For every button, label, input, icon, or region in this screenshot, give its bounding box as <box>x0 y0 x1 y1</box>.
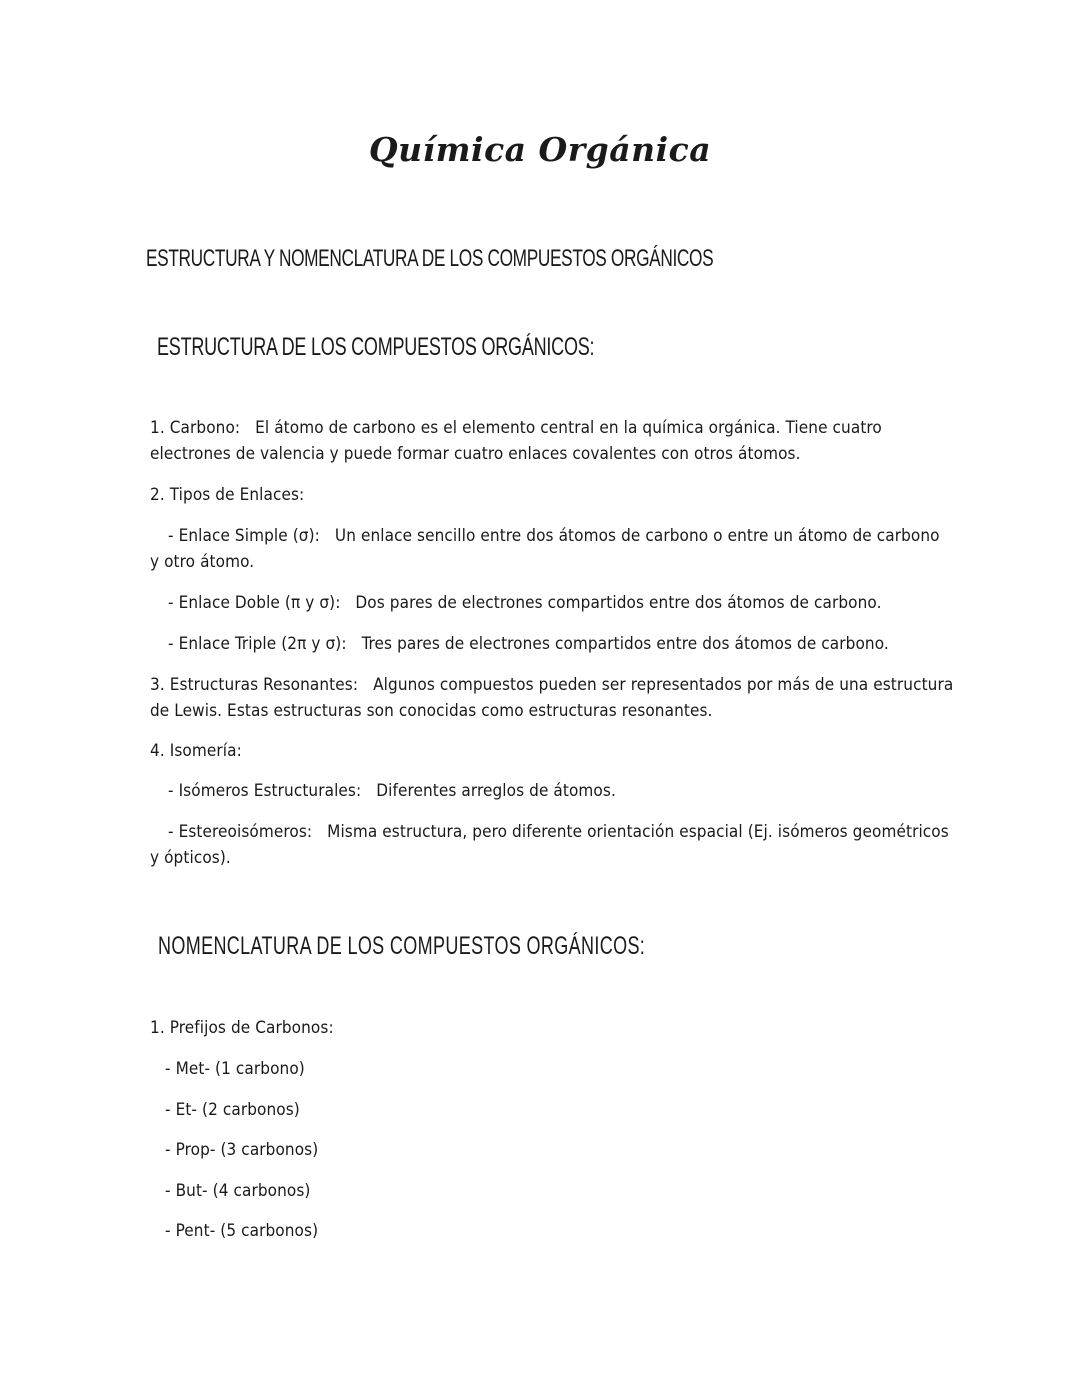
resonantes-text-2: de Lewis. Estas estructuras son conocidas como estructuras resonantes. <box>150 701 713 721</box>
enlace-simple-text-2: y otro átomo. <box>150 552 255 572</box>
prefix-item: - But- (4 carbonos) <box>165 1181 311 1201</box>
enlace-doble-label: - Enlace Doble (π y σ): <box>168 593 341 613</box>
page-title: Química Orgánica <box>368 130 712 169</box>
enlace-simple-text-1: Un enlace sencillo entre dos átomos de carbono o entre un átomo de carbono <box>334 526 940 546</box>
prefijos-de-carbonos: 1. Prefijos de Carbonos: <box>150 1018 334 1038</box>
carbono-text-2: electrones de valencia y puede formar cuatro enlaces covalentes con otros átomos. <box>150 444 801 464</box>
enlace-simple-line-1 <box>168 523 940 549</box>
resonantes-line-1 <box>150 672 953 698</box>
carbono-line-1 <box>150 415 882 441</box>
isomeros-estructurales <box>168 778 616 804</box>
enlace-triple <box>168 631 889 657</box>
carbono-text-1: El átomo de carbono es el elemento central en la química orgánica. Tiene cuatro <box>255 418 882 438</box>
estereoisomeros-line-1 <box>168 819 949 845</box>
estructura-heading: ESTRUCTURA DE LOS COMPUESTOS ORGÁNICOS: <box>157 333 595 361</box>
enlace-doble-text: Dos pares de electrones compartidos entre dos átomos de carbono. <box>355 593 882 613</box>
enlace-triple-label: - Enlace Triple (2π y σ): <box>168 634 347 654</box>
isomeros-estructurales-text: Diferentes arreglos de átomos. <box>376 781 616 801</box>
isomeros-estructurales-label: - Isómeros Estructurales: <box>168 781 362 801</box>
enlace-doble <box>168 590 882 616</box>
enlace-simple-label: - Enlace Simple (σ): <box>168 526 320 546</box>
prefix-item: - Prop- (3 carbonos) <box>165 1140 319 1160</box>
enlace-triple-text: Tres pares de electrones compartidos entre dos átomos de carbono. <box>361 634 889 654</box>
resonantes-label: 3. Estructuras Resonantes: <box>150 675 359 695</box>
main-heading: ESTRUCTURA Y NOMENCLATURA DE LOS COMPUESTOS ORGÁNICOS <box>146 245 714 272</box>
tipos-de-enlaces: 2. Tipos de Enlaces: <box>150 485 305 505</box>
prefix-item: - Et- (2 carbonos) <box>165 1100 300 1120</box>
estereoisomeros-text-1: Misma estructura, pero diferente orientación espacial (Ej. isómeros geométricos <box>327 822 949 842</box>
isomeria: 4. Isomería: <box>150 741 242 761</box>
nomenclatura-heading: NOMENCLATURA DE LOS COMPUESTOS ORGÁNICOS: <box>158 932 646 960</box>
estereoisomeros-label: - Estereoisómeros: <box>168 822 313 842</box>
prefix-item: - Pent- (5 carbonos) <box>165 1221 319 1241</box>
estereoisomeros-text-2: y ópticos). <box>150 848 231 868</box>
carbono-label: 1. Carbono: <box>150 418 241 438</box>
resonantes-text-1: Algunos compuestos pueden ser representados por más de una estructura <box>373 675 954 695</box>
prefix-item: - Met- (1 carbono) <box>165 1059 305 1079</box>
